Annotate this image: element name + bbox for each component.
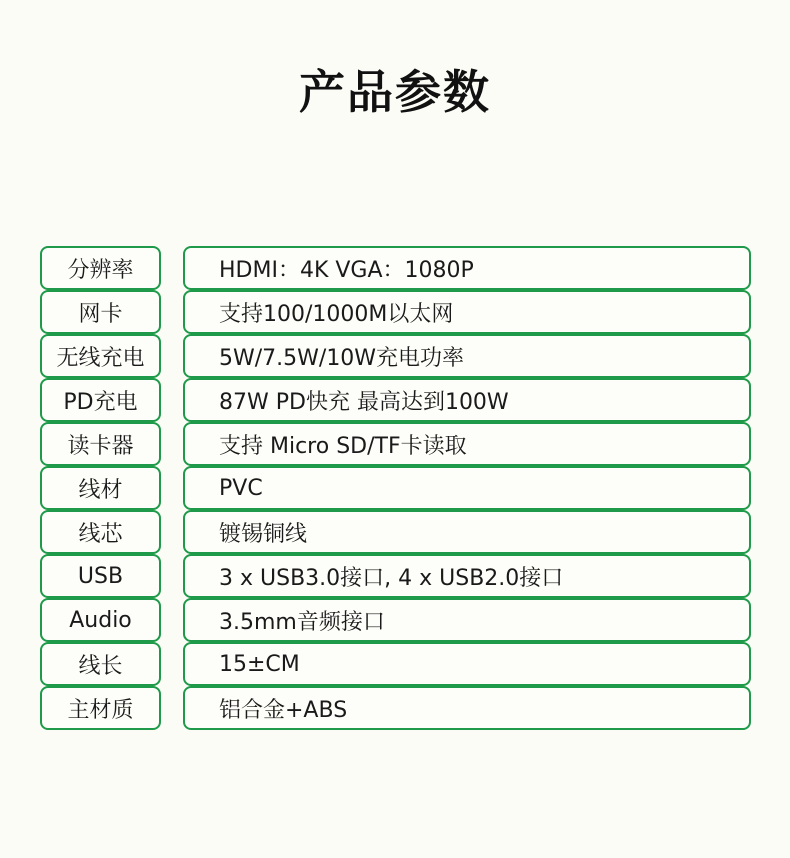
spec-value: HDMI：4K VGA：1080P bbox=[183, 246, 751, 290]
spec-value: PVC bbox=[183, 466, 751, 510]
spec-label: PD充电 bbox=[40, 378, 161, 422]
spec-row-network bbox=[40, 290, 751, 334]
spec-label: USB bbox=[40, 554, 161, 598]
spec-label: 线芯 bbox=[40, 510, 161, 554]
spec-row-usb bbox=[40, 554, 751, 598]
spec-row-cable-length bbox=[40, 642, 751, 686]
spec-label: 线材 bbox=[40, 466, 161, 510]
spec-row-audio bbox=[40, 598, 751, 642]
spec-row-resolution bbox=[40, 246, 751, 290]
spec-row-pd-charging bbox=[40, 378, 751, 422]
spec-row-card-reader bbox=[40, 422, 751, 466]
spec-value: 镀锡铜线 bbox=[183, 510, 751, 554]
spec-value: 5W/7.5W/10W充电功率 bbox=[183, 334, 751, 378]
spec-value: 铝合金+ABS bbox=[183, 686, 751, 730]
spec-row-cable-material bbox=[40, 466, 751, 510]
spec-value: 支持100/1000M以太网 bbox=[183, 290, 751, 334]
spec-label: Audio bbox=[40, 598, 161, 642]
spec-label: 读卡器 bbox=[40, 422, 161, 466]
spec-label: 网卡 bbox=[40, 290, 161, 334]
spec-row-wire-core bbox=[40, 510, 751, 554]
spec-table bbox=[40, 246, 751, 730]
spec-label: 主材质 bbox=[40, 686, 161, 730]
page-title: 产品参数 bbox=[299, 65, 491, 119]
spec-label: 线长 bbox=[40, 642, 161, 686]
spec-value: 87W PD快充 最高达到100W bbox=[183, 378, 751, 422]
spec-row-main-material bbox=[40, 686, 751, 730]
spec-value: 3.5mm音频接口 bbox=[183, 598, 751, 642]
spec-row-wireless-charging bbox=[40, 334, 751, 378]
spec-label: 无线充电 bbox=[40, 334, 161, 378]
spec-value: 3 x USB3.0接口, 4 x USB2.0接口 bbox=[183, 554, 751, 598]
spec-value: 支持 Micro SD/TF卡读取 bbox=[183, 422, 751, 466]
spec-value: 15±CM bbox=[183, 642, 751, 686]
spec-label: 分辨率 bbox=[40, 246, 161, 290]
